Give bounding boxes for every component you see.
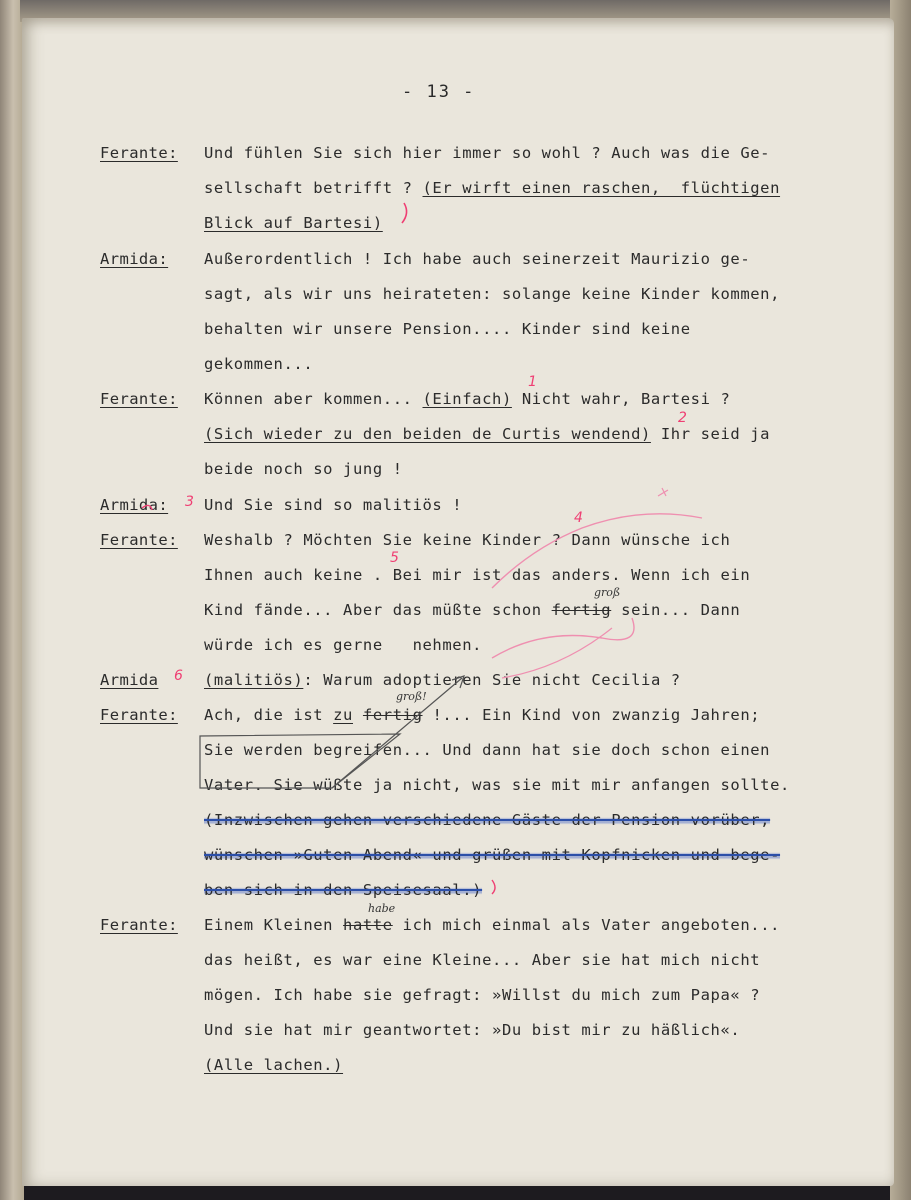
text-fragment: : Warum adoptieren Sie nicht Cecilia ? [303,671,681,689]
speaker-armida: Armida [100,671,159,689]
speaker-ferante: Ferante: [100,144,178,162]
text-line [204,179,780,197]
text-line: Sie werden begreifen... Und dann hat sie doch schon einen [204,741,771,759]
text-line: Und fühlen Sie sich hier immer so wohl ? Auch was die Ge- [204,144,771,162]
manuscript-page [22,18,894,1186]
struck-stage-direction: (Inzwischen gehen verschiedene Gäste der Pension vorüber, [204,811,771,829]
struck-word: fertig [362,706,423,724]
stage-direction: Blick auf Bartesi) [204,214,383,232]
speaker-ferante: Ferante: [100,531,178,549]
text-line [204,390,730,408]
struck-stage-direction: ben sich in den Speisesaal.) [204,881,483,899]
struck-stage-direction: wünschen »Guten Abend« und grüßen mit Kopfnicken und bege- [204,846,781,864]
red-pencil-mark [492,880,495,894]
text-line: das heißt, es war eine Kleine... Aber sie hat mich nicht [204,951,761,969]
speaker-ferante: Ferante: [100,916,178,934]
stage-direction: (malitiös) [204,671,304,689]
text-line: mögen. Ich habe sie gefragt: »Willst du mich zum Papa« ? [204,986,761,1004]
text-line: gekommen... [204,355,314,373]
red-pencil-mark [492,618,634,658]
stage-direction: (Alle lachen.) [204,1056,344,1074]
annotation-number: 5 [390,550,399,566]
annotation-number: 6 [174,668,183,684]
annotation-number: 2 [678,410,687,426]
red-pencil-mark [402,203,407,223]
text-fragment: Einem Kleinen [204,916,344,934]
speaker-ferante: Ferante: [100,390,178,408]
stage-direction: (Er wirft einen raschen, flüchtigen [422,179,781,197]
page-number: - 13 - [402,82,476,102]
speaker-armida: Armida: [100,250,169,268]
stage-direction: (Einfach) [422,390,512,408]
annotation-number: 4 [574,510,583,526]
stage-direction: (Sich wieder zu den beiden de Curtis wendend) [204,425,651,443]
text-line [204,601,740,619]
text-line: würde ich es gerne nehmen. [204,636,483,654]
text-line [204,916,780,934]
text-fragment: !... Ein Kind von zwanzig Jahren; [422,706,761,724]
text-line [204,671,681,689]
text-line: Weshalb ? Möchten Sie keine Kinder ? Dann wünsche ich [204,531,731,549]
text-line: beide noch so jung ! [204,460,403,478]
annotation-number: 3 [185,494,194,510]
text-fragment: ich mich einmal als Vater angeboten... [392,916,781,934]
underlined-word: zu [333,706,353,724]
text-fragment: Können aber kommen... [204,390,423,408]
text-fragment [353,706,363,724]
speaker-armida: Armida: [100,496,169,514]
text-fragment: Nicht wahr, Bartesi ? [511,390,731,408]
text-line [204,706,760,724]
text-fragment: Ach, die ist [204,706,334,724]
text-line [204,425,770,443]
handwritten-correction: habe [368,902,396,915]
speaker-ferante: Ferante: [100,706,178,724]
red-pencil-mark [658,488,668,496]
annotation-number: 1 [528,374,537,390]
text-line: Und sie hat mir geantwortet: »Du bist mir zu häßlich«. [204,1021,741,1039]
handwritten-correction: groß! [396,690,427,703]
struck-word: fertig [551,601,612,619]
text-fragment: sellschaft betrifft ? [204,179,423,197]
text-fragment: sein... Dann [611,601,741,619]
book-binding [0,0,24,1200]
text-line: Außerordentlich ! Ich habe auch seinerzeit Maurizio ge- [204,250,751,268]
struck-word: hatte [343,916,393,934]
text-line: Und Sie sind so malitiös ! [204,496,463,514]
text-line: sagt, als wir uns heirateten: solange keine Kinder kommen, [204,285,781,303]
text-line: behalten wir unsere Pension.... Kinder sind keine [204,320,691,338]
text-line: Ihnen auch keine . Bei mir ist das anders. Wenn ich ein [204,566,751,584]
handwritten-correction: groß [594,586,621,599]
text-fragment: Kind fände... Aber das müßte schon [204,601,552,619]
text-fragment: Ihr seid ja [650,425,771,443]
text-line: Vater. Sie wüßte ja nicht, was sie mit mir anfangen sollte. [204,776,790,794]
